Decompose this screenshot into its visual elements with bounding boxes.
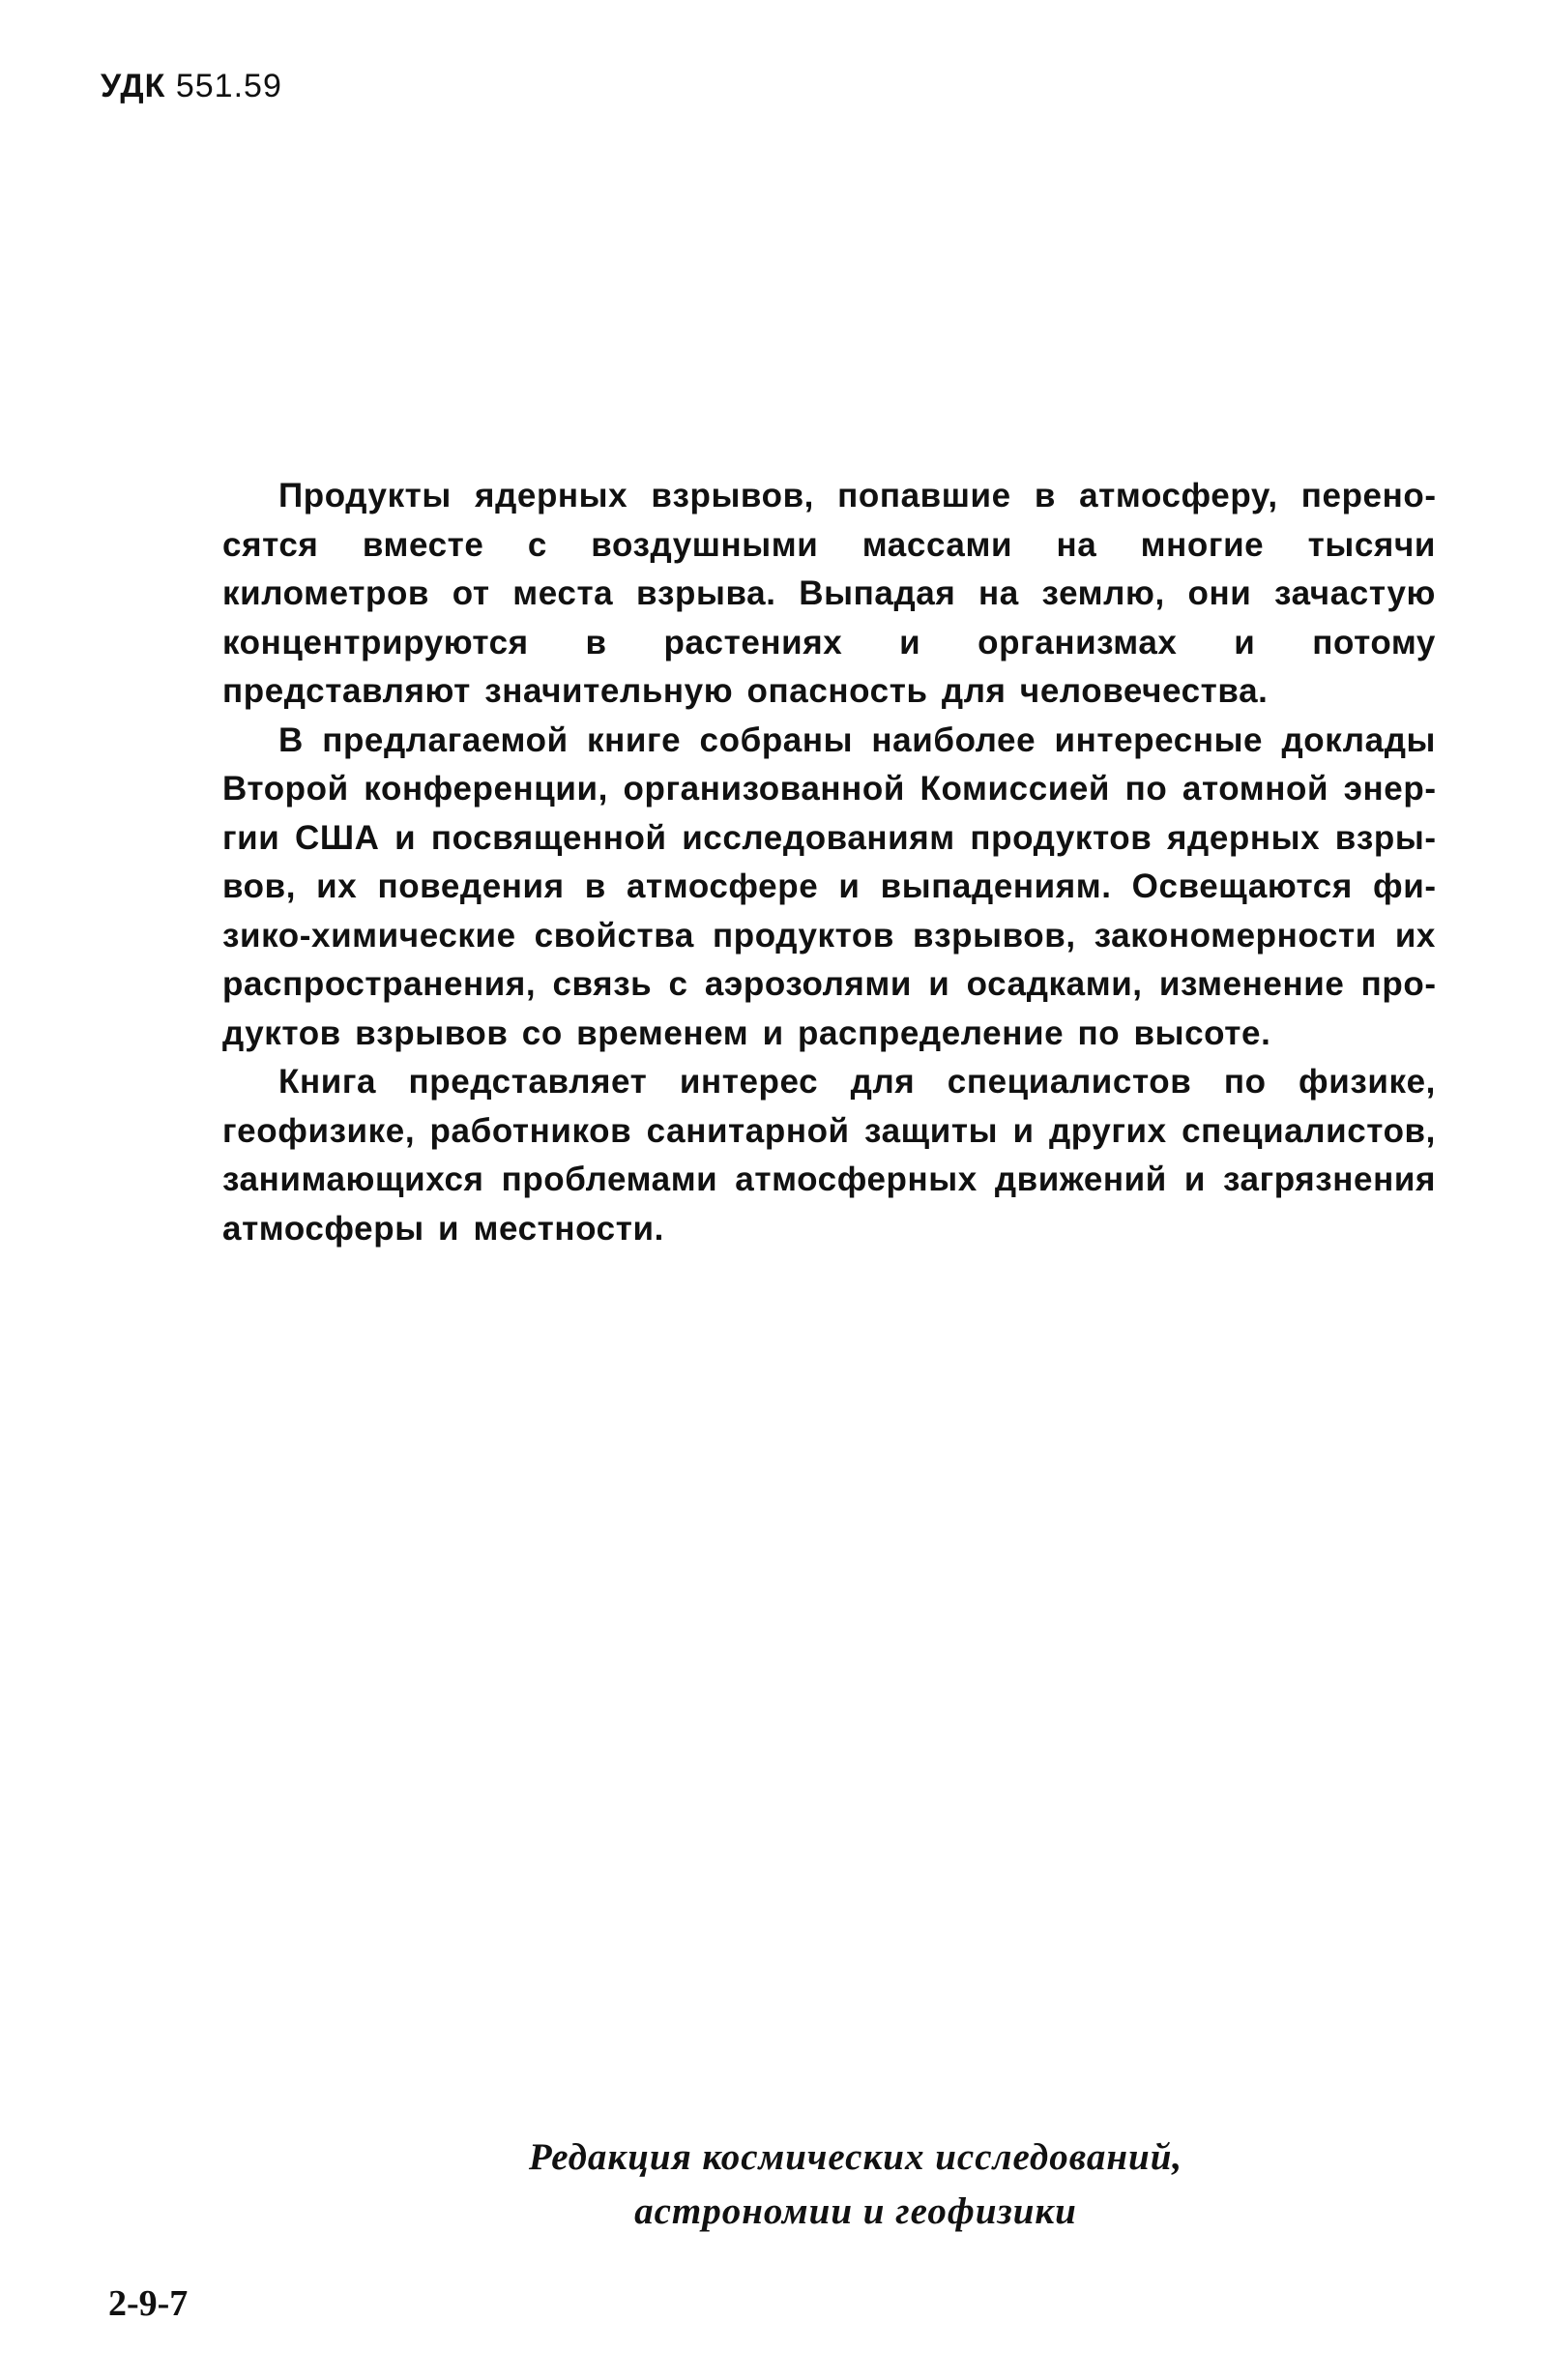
- annotation-paragraph-1: Продукты ядерных взрывов, попавшие в атмосферу, переносятся вместе с воздушными массами на многие тысячи километров от места взрыва. Выпадая на землю, они зачастую концентрируются в растениях и организмах и потому представляют значительную опасность для человечества.: [222, 477, 1436, 710]
- editorial-office: [0, 2130, 1547, 2239]
- udk-classification: [101, 68, 282, 105]
- publication-code: 2-9-7: [108, 2283, 189, 2324]
- editorial-line-1: Редакция космических исследований,: [528, 2136, 1183, 2178]
- udk-label: УДК: [101, 68, 166, 104]
- annotation-paragraph-3: Книга представляет интерес для специалистов по физике, геофизике, работников санитарной защиты и других специалистов, занимающихся проблемами атмосферных движений и загрязнения атмосферы и местности.: [222, 1063, 1436, 1248]
- annotation-paragraph-2: В предлагаемой книге собраны наиболее интересные доклады Второй конференции, организованной Комиссией по атомной энергии США и посвященной исследованиям продуктов ядерных взрывов, их поведения в атмосфере и выпадениям. Освещаются физико-химические свойства продуктов взрывов, закономерности их распространения, связь с аэрозолями и осадками, изменение продуктов взрывов со временем и распределение по высоте.: [222, 720, 1436, 1052]
- editorial-line-2: астрономии и геофизики: [634, 2190, 1077, 2232]
- udk-code: 551.59: [175, 68, 282, 104]
- annotation-text: [222, 472, 1436, 1253]
